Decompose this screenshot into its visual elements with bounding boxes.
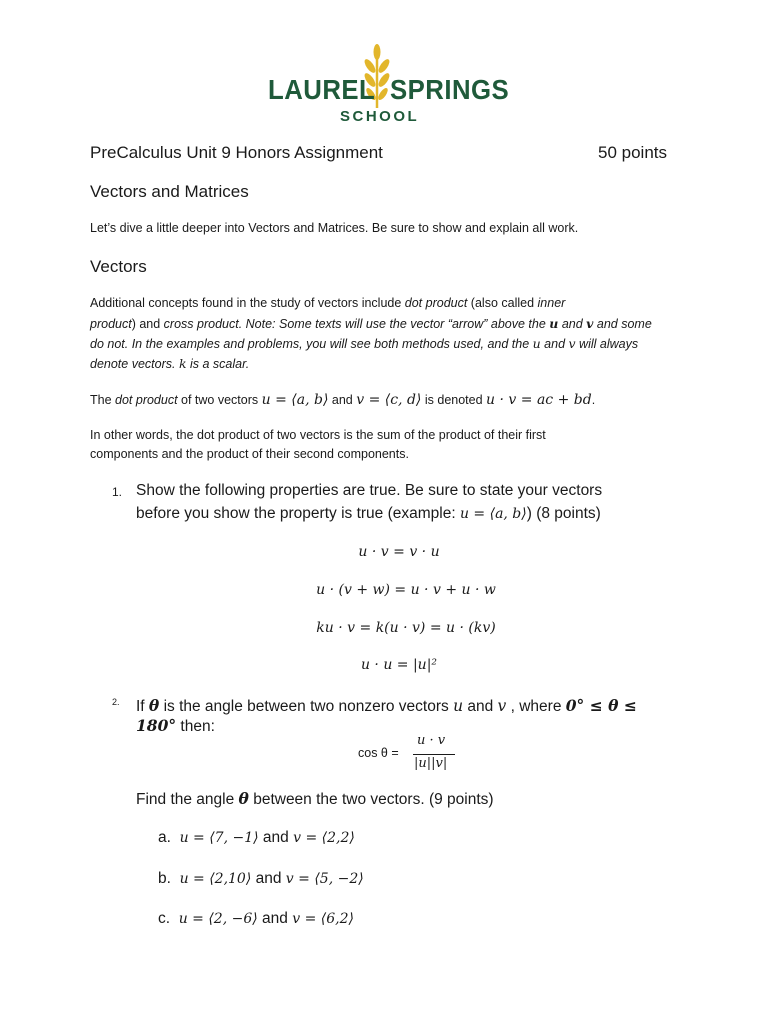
formula-numerator: u · v xyxy=(417,733,446,748)
para3-line2: components and the product of their second components. xyxy=(90,447,409,461)
text: between the two vectors. (9 points) xyxy=(248,791,494,808)
math-v: v xyxy=(497,697,507,715)
vector-v: v = ⟨2,2⟩ xyxy=(293,830,355,846)
fraction-bar xyxy=(413,754,455,755)
term-inner: inner xyxy=(537,296,566,310)
text: ) and xyxy=(131,317,164,331)
math-u: u xyxy=(453,697,464,715)
formula-denominator: |u||v| xyxy=(414,756,448,771)
equation-magnitude: u · u = |u|² xyxy=(360,657,438,673)
vector-v: v = ⟨5, −2⟩ xyxy=(285,871,364,887)
math-theta: θ xyxy=(148,696,160,715)
question-2-number: 2. xyxy=(112,697,120,707)
part-b xyxy=(158,870,364,888)
text: and some xyxy=(593,317,652,331)
text: and xyxy=(251,870,286,887)
question-1-number: 1. xyxy=(112,485,123,499)
question-1-line1: Show the following properties are true. Be sure to state your vectors xyxy=(136,482,603,499)
equation-scalar: ku · v = k(u · v) = u · (kv) xyxy=(316,620,496,636)
math-angle-range: 0° ≤ θ ≤ xyxy=(565,696,637,715)
question-2-line2 xyxy=(136,716,215,736)
math-dot-formula: u · v = ac + bd xyxy=(486,392,592,408)
text: If xyxy=(136,698,149,715)
math-example: u = ⟨a, b⟩ xyxy=(459,506,527,522)
text: is the angle between two nonzero vectors xyxy=(159,698,454,715)
text: then: xyxy=(176,718,215,735)
text: will always xyxy=(575,337,639,351)
part-a xyxy=(158,829,355,847)
points-total: 50 points xyxy=(598,143,667,162)
math-v: v xyxy=(568,336,576,351)
school-logo xyxy=(268,44,510,130)
part-c xyxy=(158,910,354,928)
section-title: Vectors and Matrices xyxy=(90,182,249,201)
para1-line3 xyxy=(90,336,638,351)
vector-u: u = ⟨7, −1⟩ xyxy=(179,830,259,846)
term-dot-product: dot product xyxy=(404,296,468,310)
part-label: b. xyxy=(158,870,171,887)
text: is denoted xyxy=(421,393,487,407)
math-180: 180° xyxy=(136,716,177,735)
text: and xyxy=(258,829,294,846)
logo-word-springs: SPRINGS xyxy=(390,74,510,105)
logo-word-laurel: LAUREL xyxy=(268,74,376,105)
math-v: v xyxy=(586,316,594,331)
vector-v: v = ⟨6,2⟩ xyxy=(292,911,354,927)
cos-label: cos θ = xyxy=(358,746,399,760)
text: before you show the property is true (example: xyxy=(136,505,460,522)
equation-distributive: u · (v + w) = u · v + u · w xyxy=(316,582,496,598)
text: and xyxy=(328,393,357,407)
text: Additional concepts found in the study of vectors include xyxy=(90,296,405,310)
math-k: k xyxy=(178,356,187,371)
math-u-def: u = ⟨a, b⟩ xyxy=(261,392,329,408)
assignment-title: PreCalculus Unit 9 Honors Assignment xyxy=(90,143,383,162)
text: and xyxy=(257,910,293,927)
find-angle-instruction xyxy=(136,789,494,809)
para3-line1: In other words, the dot product of two vectors is the sum of the product of their first xyxy=(90,428,546,442)
part-label: c. xyxy=(158,910,171,927)
logo-word-school: SCHOOL xyxy=(340,108,420,125)
para1-line4 xyxy=(90,356,249,371)
text: The xyxy=(90,393,116,407)
math-u: u xyxy=(532,336,541,351)
vectors-heading: Vectors xyxy=(90,257,147,276)
text: Find the angle xyxy=(136,791,239,808)
text: ) (8 points) xyxy=(526,505,601,522)
intro-text: Let’s dive a little deeper into Vectors and Matrices. Be sure to show and explain all work. xyxy=(90,221,579,235)
question-1-line2 xyxy=(136,505,601,523)
term-product: product xyxy=(90,317,132,331)
note-text: cross product. Note: Some texts will use the vector “arrow” above the xyxy=(163,317,550,331)
part-label: a. xyxy=(158,829,171,846)
math-theta: θ xyxy=(238,789,249,808)
para2-dot-product-definition xyxy=(90,392,595,408)
vector-u: u = ⟨2,10⟩ xyxy=(179,871,252,887)
math-u: u xyxy=(549,316,559,331)
text: do not. In the examples and problems, you will see both methods used, and the xyxy=(90,337,533,351)
math-v-def: v = ⟨c, d⟩ xyxy=(356,392,422,408)
equation-commutative: u · v = v · u xyxy=(358,544,440,560)
text: is a scalar. xyxy=(186,357,250,371)
text: and xyxy=(558,317,587,331)
text: (also called xyxy=(467,296,538,310)
text: . xyxy=(591,393,596,407)
term-dot-product: dot product xyxy=(115,393,178,407)
text: , where xyxy=(506,698,566,715)
text: denote vectors. xyxy=(90,357,179,371)
para1-line2 xyxy=(90,316,652,331)
vector-u: u = ⟨2, −6⟩ xyxy=(178,911,258,927)
para1-line1 xyxy=(90,296,565,310)
text: and xyxy=(463,698,498,715)
text: and xyxy=(540,337,569,351)
question-2-line1 xyxy=(136,696,637,716)
text: of two vectors xyxy=(177,393,262,407)
